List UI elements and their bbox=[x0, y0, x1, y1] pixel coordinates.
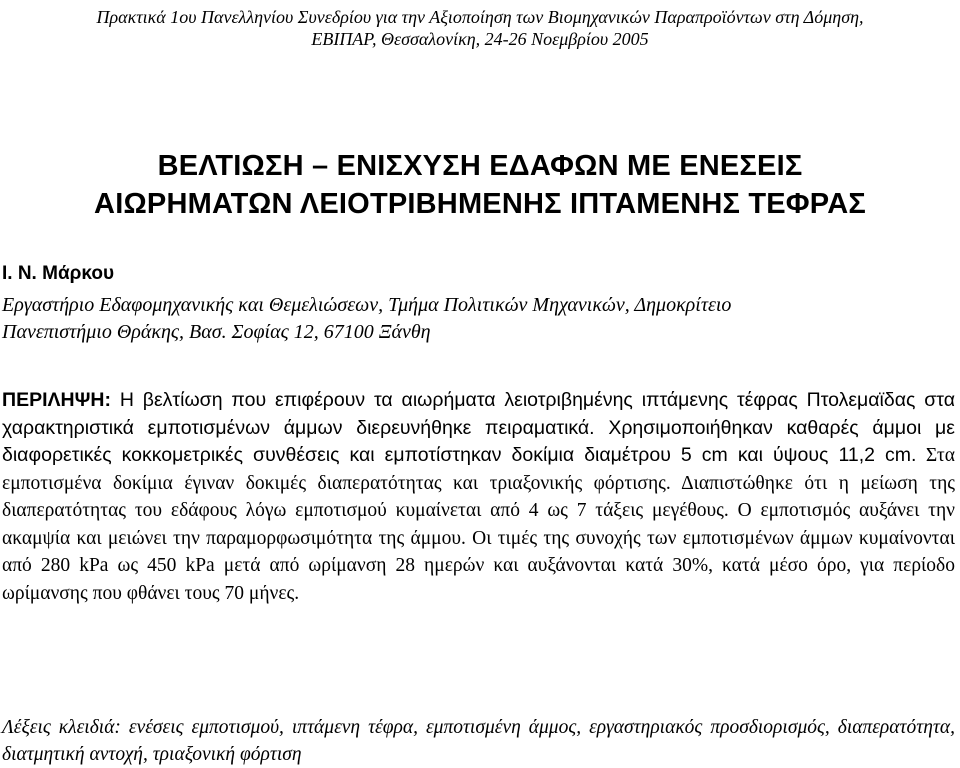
title-line-1: ΒΕΛΤΙΩΣΗ – ΕΝΙΣΧΥΣΗ ΕΔΑΦΩΝ ΜΕ ΕΝΕΣΕΙΣ bbox=[157, 150, 803, 182]
author-affiliation bbox=[2, 292, 942, 346]
affiliation-line-1: Εργαστήριο Εδαφομηχανικής και Θεμελιώσεων, Τμήμα Πολιτικών Μηχανικών, Δημοκρίτειο bbox=[2, 294, 732, 316]
author-name: Ι. Ν. Μάρκου bbox=[2, 263, 115, 284]
title-line-2: ΑΙΩΡΗΜΑΤΩΝ ΛΕΙΟΤΡΙΒΗΜΕΝΗΣ ΙΠΤΑΜΕΝΗΣ ΤΕΦΡΑΣ bbox=[94, 188, 866, 220]
abstract bbox=[2, 387, 955, 607]
paper-title bbox=[0, 147, 960, 223]
header-line-2: ΕΒΙΠΑΡ, Θεσσαλονίκη, 24-26 Νοεμβρίου 2005 bbox=[311, 29, 649, 49]
keywords: Λέξεις κλειδιά: ενέσεις εμποτισμού, ιπτάμενη τέφρα, εμποτισμένη άμμος, εργαστηριακός προσδιορισμός, διαπερατότητα, διατμητική αντοχή, τριαξονική φόρτιση bbox=[2, 717, 955, 765]
running-header bbox=[0, 6, 960, 50]
abstract-text-part-2: Στα εμποτισμένα δοκίμια έγιναν δοκιμές διαπερατότητας και τριαξονικής φόρτισης. Διαπιστώθηκε ότι η μείωση της διαπερατότητας του εδάφους λόγω εμποτισμού κυμαίνεται από 4 ως 7 τάξεις μεγέθους. Ο εμποτισμός αυξάνει την ακαμψία και μειώνει την παραμορφωσιμότητα της άμμου. Οι τιμές της συνοχής των εμποτισμένων άμμων κυμαίνονται από 280 kPa ως 450 kPa μετά από ωρίμανση 28 ημερών και αυξάνονται κατά 30%, κατά μέσο όρο, για περίοδο ωρίμανσης που φθάνει τους 70 μήνες. bbox=[2, 445, 955, 604]
abstract-text-part-1: Η βελτίωση που επιφέρουν τα αιωρήματα λειοτριβημένης ιπτάμενης τέφρας Πτολεμαϊδας στα χαρακτηριστικά εμποτισμένων άμμων διερευνήθηκε πειραματικά. Χρησιμοποιήθηκαν καθαρές άμμοι με διαφορετικές κοκκομετρικές συνθέσεις και εμποτίστηκαν δοκίμια διαμέτρου 5 cm και ύψους 11,2 cm. bbox=[2, 389, 955, 466]
header-line-1: Πρακτικά 1ου Πανελληνίου Συνεδρίου για την Αξιοποίηση των Βιομηχανικών Παραπροϊόντων στη Δόμηση, bbox=[96, 7, 864, 27]
abstract-label: ΠΕΡΙΛΗΨΗ: bbox=[2, 389, 111, 411]
affiliation-line-2: Πανεπιστήμιο Θράκης, Βασ. Σοφίας 12, 67100 Ξάνθη bbox=[2, 321, 431, 343]
